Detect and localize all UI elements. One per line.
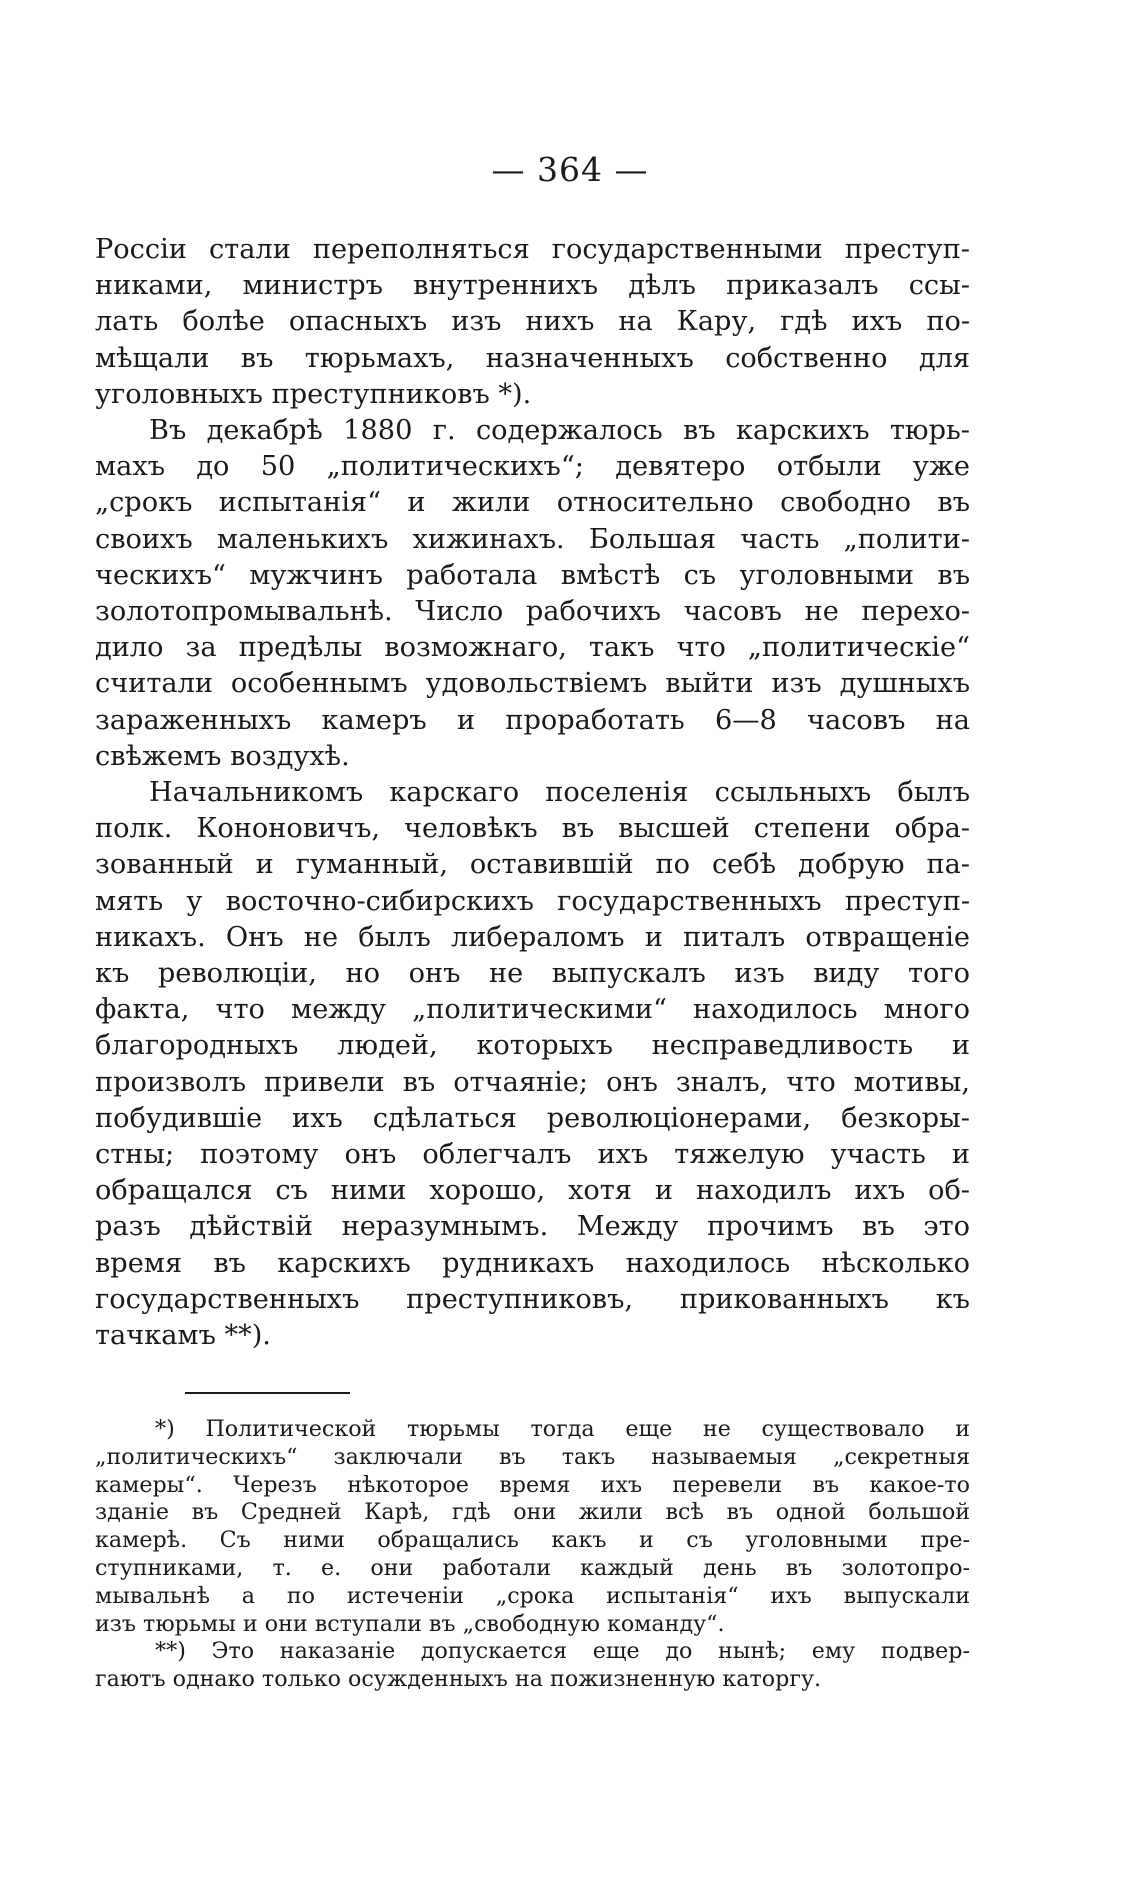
footnote-line: зданіе въ Средней Карѣ, гдѣ они жили всѣ въ одной большой bbox=[95, 1499, 970, 1526]
footnote-line: гаютъ однако только осужденныхъ на пожизненную каторгу. bbox=[95, 1666, 822, 1693]
text-line: обращался съ ними хорошо, хотя и находилъ ихъ об- bbox=[95, 1175, 970, 1207]
text-line: разъ дѣйствій неразумнымъ. Между прочимъ въ это bbox=[95, 1211, 970, 1243]
main-text bbox=[95, 232, 970, 1354]
text-line: благородныхъ людей, которыхъ несправедливость и bbox=[95, 1030, 970, 1062]
text-line: ческихъ“ мужчинъ работала вмѣстѣ съ уголовными въ bbox=[95, 559, 970, 591]
footnote-line: камерѣ. Съ ними обращались какъ и съ уголовными пре- bbox=[95, 1527, 970, 1554]
text-line: полк. Кононовичъ, человѣкъ въ высшей степени обра- bbox=[95, 813, 970, 845]
footnote-line: камеры“. Черезъ нѣкоторое время ихъ перевели въ какое-то bbox=[95, 1471, 970, 1498]
text-line: лать болѣе опасныхъ изъ нихъ на Кару, гдѣ ихъ по- bbox=[95, 306, 970, 338]
text-line: мѣщали въ тюрьмахъ, назначенныхъ собственно для bbox=[95, 342, 970, 374]
footnote-2 bbox=[95, 1638, 970, 1694]
paragraph-1 bbox=[95, 232, 970, 413]
footnotes bbox=[95, 1416, 970, 1694]
footnote-line: мывальнѣ а по истеченіи „срока испытанія“ ихъ выпускали bbox=[95, 1582, 970, 1609]
footnote-1 bbox=[95, 1416, 970, 1638]
footnote-line: изъ тюрьмы и они вступали въ „свободную команду“. bbox=[95, 1610, 725, 1637]
text-line: своихъ маленькихъ хижинахъ. Большая часть „полити- bbox=[95, 523, 970, 555]
footnote-divider bbox=[185, 1392, 350, 1394]
page-number: — 364 — bbox=[491, 150, 649, 189]
paragraph-2 bbox=[95, 413, 970, 775]
text-line: время въ карскихъ рудникахъ находилось нѣсколько bbox=[95, 1247, 970, 1279]
text-line: Начальникомъ карскаго поселенія ссыльныхъ былъ bbox=[149, 777, 970, 809]
text-line: уголовныхъ преступниковъ *). bbox=[95, 378, 532, 410]
text-line: дило за предѣлы возможнаго, такъ что „политическіе“ bbox=[95, 632, 970, 664]
text-line: махъ до 50 „политическихъ“; девятеро отбыли уже bbox=[95, 451, 970, 483]
text-line: зованный и гуманный, оставившій по себѣ добрую па- bbox=[95, 849, 970, 881]
text-line: тачкамъ **). bbox=[95, 1320, 271, 1352]
footnote-line: „политическихъ“ заключали въ такъ называемыя „секретныя bbox=[95, 1443, 970, 1470]
text-line: къ революціи, но онъ не выпускалъ изъ виду того bbox=[95, 958, 970, 990]
text-line: побудившіе ихъ сдѣлаться революціонерами, безкоры- bbox=[95, 1102, 970, 1134]
text-line: Въ декабрѣ 1880 г. содержалось въ карскихъ тюрь- bbox=[149, 415, 970, 447]
text-line: никами, министръ внутреннихъ дѣлъ приказалъ ссы- bbox=[95, 270, 970, 302]
text-line: „срокъ испытанія“ и жили относительно свободно въ bbox=[95, 487, 970, 519]
text-line: мять у восточно-сибирскихъ государственныхъ преступ- bbox=[95, 885, 970, 917]
text-line: считали особеннымъ удовольствіемъ выйти изъ душныхъ bbox=[95, 668, 970, 700]
paragraph-3 bbox=[95, 775, 970, 1354]
text-line: Россіи стали переполняться государственными преступ- bbox=[95, 234, 970, 265]
text-line: факта, что между „политическими“ находилось много bbox=[95, 994, 970, 1026]
text-line: зараженныхъ камеръ и проработать 6—8 часовъ на bbox=[95, 704, 970, 736]
text-line: свѣжемъ воздухѣ. bbox=[95, 740, 350, 772]
text-line: золотопромывальнѣ. Число рабочихъ часовъ не перехо- bbox=[95, 596, 970, 628]
footnote-line: ступниками, т. е. они работали каждый день въ золотопро- bbox=[95, 1554, 970, 1581]
text-line: стны; поэтому онъ облегчалъ ихъ тяжелую участь и bbox=[95, 1139, 970, 1171]
text-line: произволъ привели въ отчаяніе; онъ зналъ, что мотивы, bbox=[95, 1066, 970, 1098]
text-line: государственныхъ преступниковъ, прикованныхъ къ bbox=[95, 1283, 970, 1315]
footnote-line: *) Политической тюрьмы тогда еще не существовало и bbox=[155, 1416, 970, 1442]
footnote-line: **) Это наказаніе допускается еще до нынѣ; ему подвер- bbox=[155, 1638, 970, 1665]
text-line: никахъ. Онъ не былъ либераломъ и питалъ отвращеніе bbox=[95, 921, 970, 953]
